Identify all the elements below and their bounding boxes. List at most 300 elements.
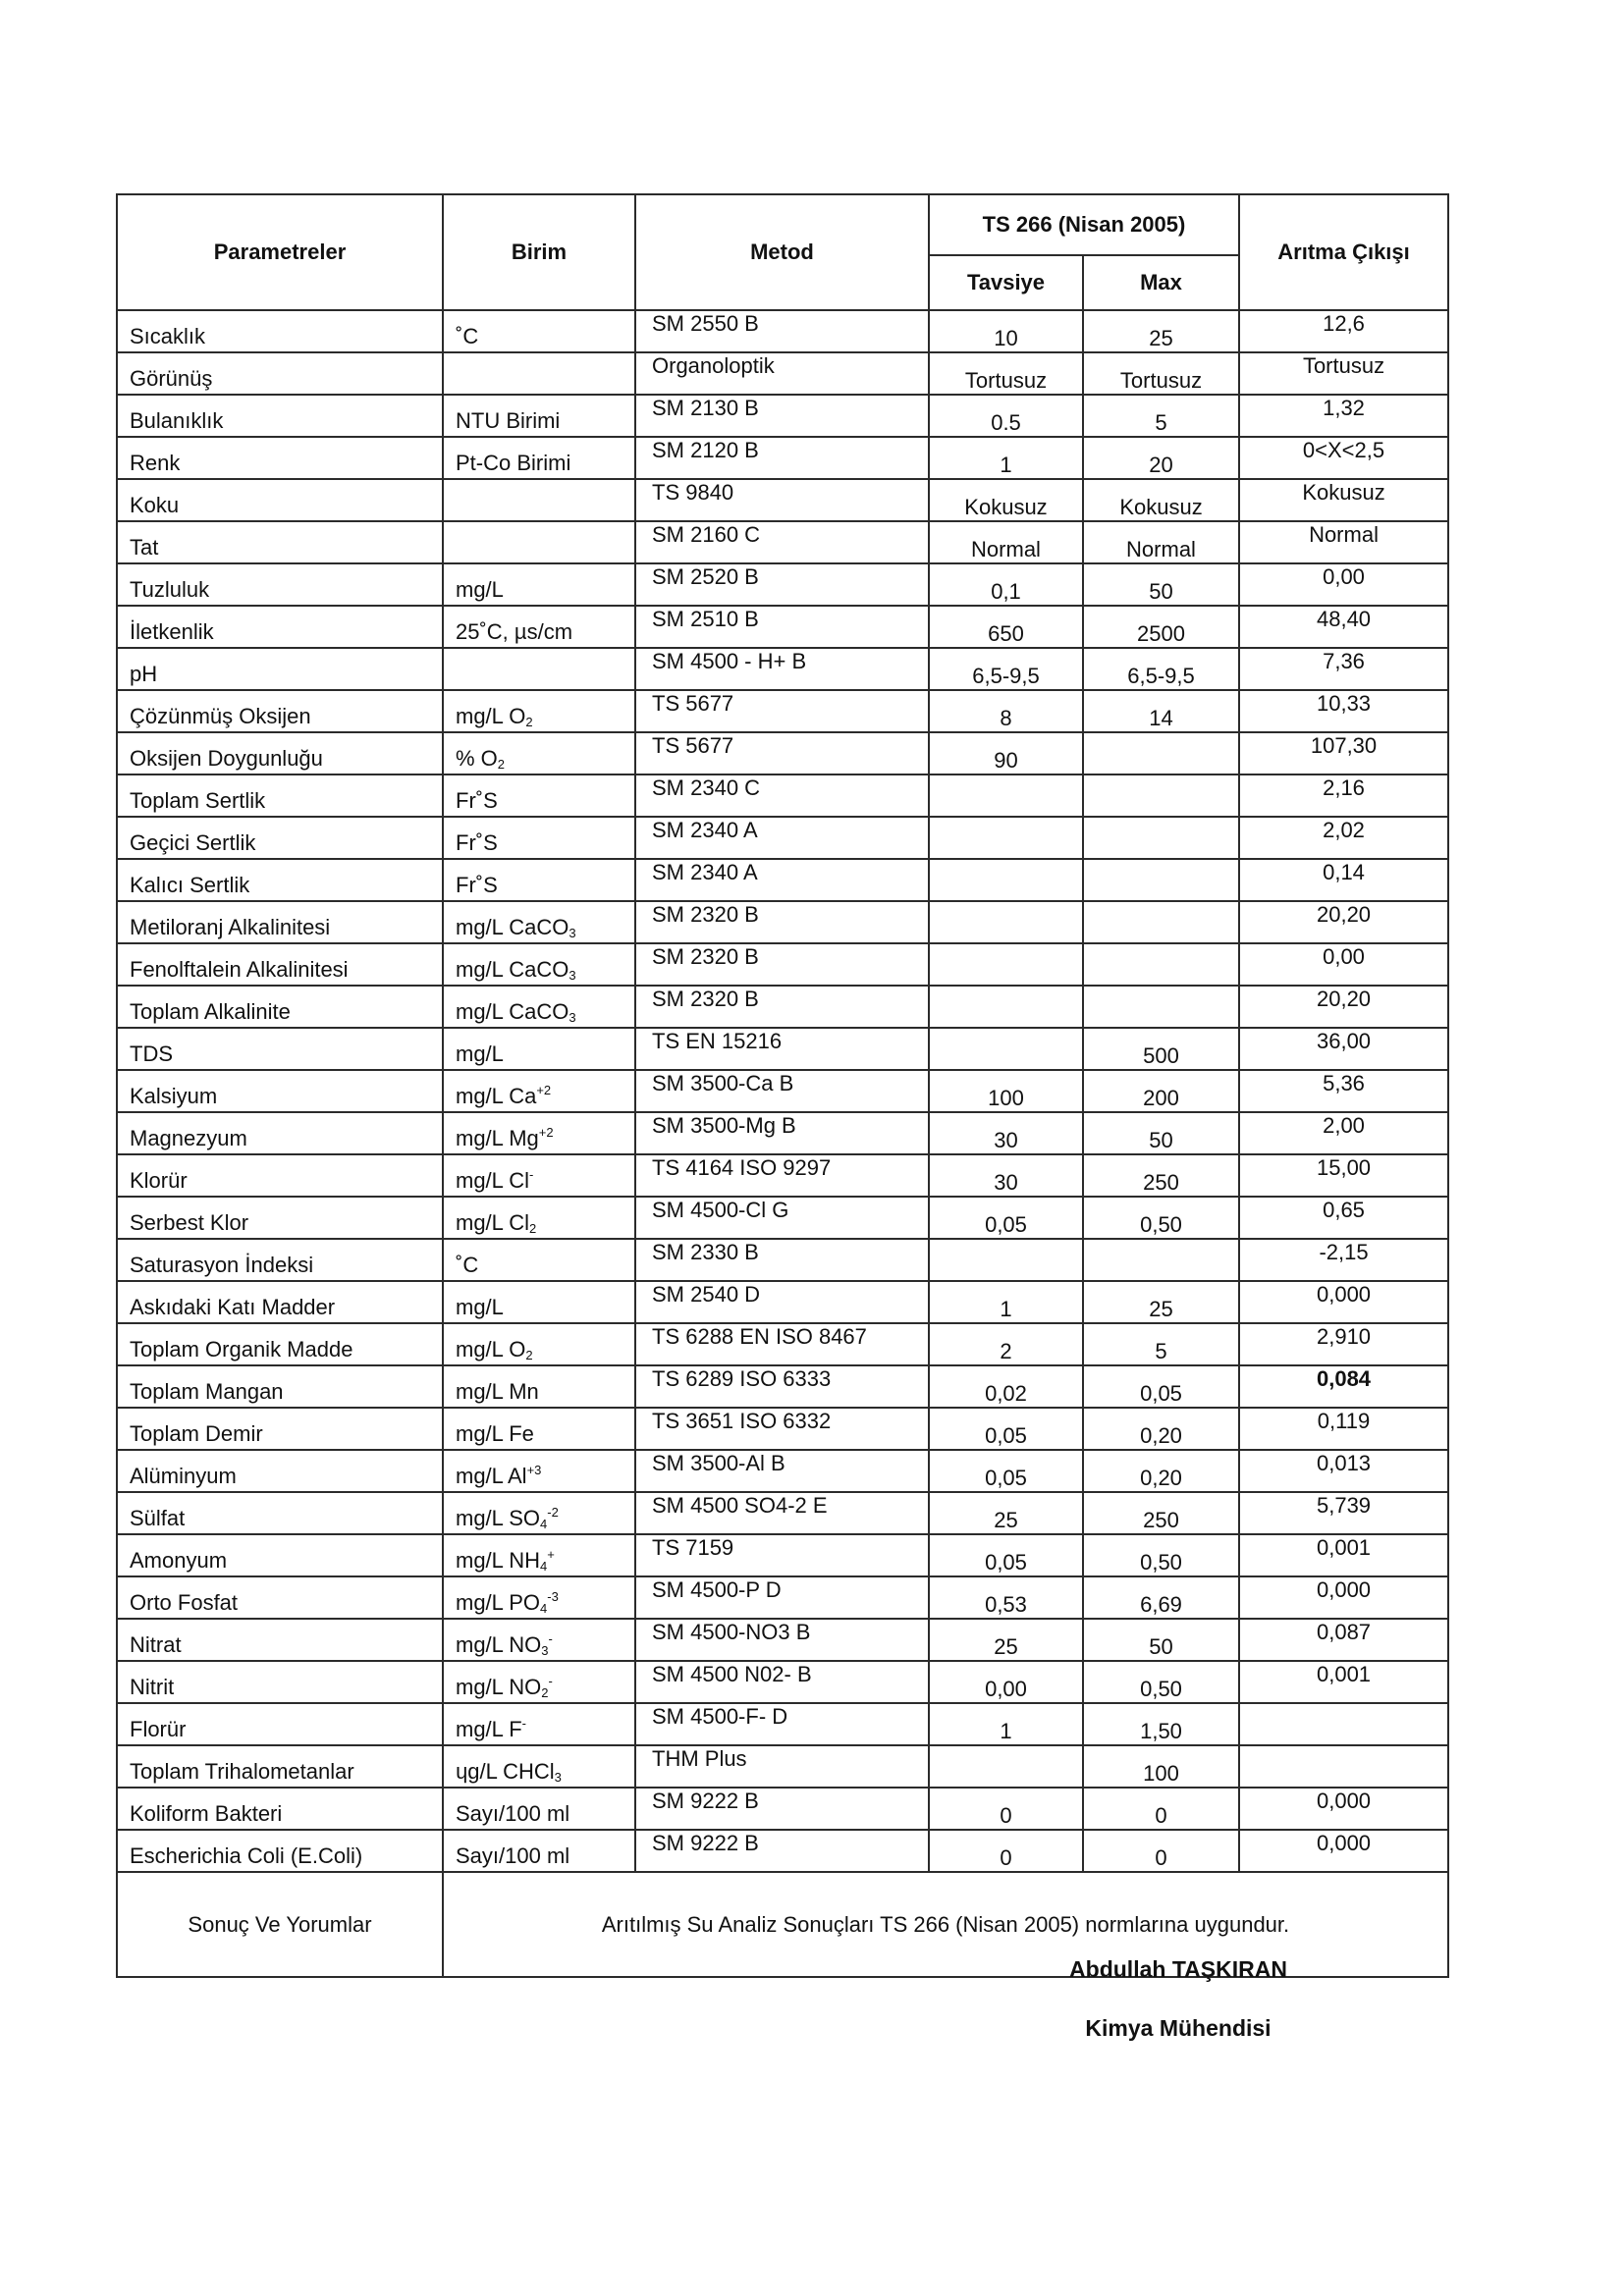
cell-max	[1083, 774, 1239, 817]
cell-recommended: 0,05	[929, 1197, 1083, 1239]
cell-recommended: 1	[929, 1281, 1083, 1323]
cell-recommended	[929, 986, 1083, 1028]
cell-parameter: Koliform Bakteri	[117, 1788, 443, 1830]
cell-parameter: Toplam Alkalinite	[117, 986, 443, 1028]
cell-treatment-output: 1,32	[1239, 395, 1448, 437]
table-row	[117, 774, 1448, 817]
cell-method: SM 2340 A	[635, 859, 929, 901]
comment-text: Arıtılmış Su Analiz Sonuçları TS 266 (Nisan 2005) normlarına uygundur.	[443, 1872, 1448, 1977]
unit-text: mg/L	[456, 1295, 504, 1319]
unit-text: ˚C	[456, 1253, 479, 1277]
cell-method: SM 4500-NO3 B	[635, 1619, 929, 1661]
cell-unit	[443, 563, 635, 606]
table-row	[117, 1323, 1448, 1365]
cell-treatment-output: 36,00	[1239, 1028, 1448, 1070]
cell-method: SM 2510 B	[635, 606, 929, 648]
cell-method: TS 4164 ISO 9297	[635, 1154, 929, 1197]
unit-text: 25˚C, µs/cm	[456, 619, 573, 644]
cell-parameter: İletkenlik	[117, 606, 443, 648]
cell-unit	[443, 943, 635, 986]
table-row	[117, 986, 1448, 1028]
unit-text: mg/L Al	[456, 1464, 527, 1488]
table-row	[117, 352, 1448, 395]
cell-parameter: Amonyum	[117, 1534, 443, 1576]
cell-recommended: 90	[929, 732, 1083, 774]
unit-text: mg/L Mg	[456, 1126, 539, 1150]
cell-parameter: Escherichia Coli (E.Coli)	[117, 1830, 443, 1872]
cell-max: 50	[1083, 1112, 1239, 1154]
cell-parameter: Metiloranj Alkalinitesi	[117, 901, 443, 943]
cell-method: SM 2130 B	[635, 395, 929, 437]
cell-treatment-output: 2,00	[1239, 1112, 1448, 1154]
cell-max	[1083, 817, 1239, 859]
cell-treatment-output: 12,6	[1239, 310, 1448, 352]
table-header	[117, 194, 1448, 310]
unit-subscript: 3	[568, 968, 576, 983]
table-row	[117, 1028, 1448, 1070]
cell-recommended: 0,05	[929, 1450, 1083, 1492]
cell-unit	[443, 1576, 635, 1619]
unit-superscript: +2	[538, 1125, 554, 1140]
cell-parameter: pH	[117, 648, 443, 690]
cell-recommended: 8	[929, 690, 1083, 732]
unit-text: mg/L NH	[456, 1548, 540, 1573]
cell-parameter: Sıcaklık	[117, 310, 443, 352]
cell-parameter: Bulanıklık	[117, 395, 443, 437]
unit-text: mg/L O	[456, 1337, 526, 1362]
cell-method: SM 2320 B	[635, 901, 929, 943]
cell-unit	[443, 986, 635, 1028]
cell-unit	[443, 1154, 635, 1197]
cell-method: TS EN 15216	[635, 1028, 929, 1070]
cell-recommended: 30	[929, 1112, 1083, 1154]
header-max: Max	[1083, 255, 1239, 310]
cell-recommended: 650	[929, 606, 1083, 648]
cell-recommended	[929, 1239, 1083, 1281]
table-row	[117, 1239, 1448, 1281]
cell-treatment-output: 2,16	[1239, 774, 1448, 817]
cell-treatment-output: 0,000	[1239, 1281, 1448, 1323]
cell-unit	[443, 1745, 635, 1788]
cell-max: 25	[1083, 310, 1239, 352]
unit-text: mg/L Fe	[456, 1421, 534, 1446]
cell-recommended	[929, 774, 1083, 817]
cell-max: 0	[1083, 1830, 1239, 1872]
cell-unit	[443, 310, 635, 352]
unit-text: Sayı/100 ml	[456, 1843, 570, 1868]
cell-unit	[443, 521, 635, 563]
cell-treatment-output	[1239, 1703, 1448, 1745]
cell-method: SM 2320 B	[635, 986, 929, 1028]
cell-max	[1083, 986, 1239, 1028]
cell-treatment-output: 0,000	[1239, 1576, 1448, 1619]
cell-max: 6,5-9,5	[1083, 648, 1239, 690]
cell-unit	[443, 1788, 635, 1830]
cell-max: 250	[1083, 1154, 1239, 1197]
cell-recommended	[929, 817, 1083, 859]
cell-treatment-output: -2,15	[1239, 1239, 1448, 1281]
cell-treatment-output	[1239, 1745, 1448, 1788]
cell-max	[1083, 859, 1239, 901]
cell-unit	[443, 1408, 635, 1450]
table-row	[117, 817, 1448, 859]
cell-parameter: Kalsiyum	[117, 1070, 443, 1112]
cell-parameter: Klorür	[117, 1154, 443, 1197]
cell-treatment-output: 0,084	[1239, 1365, 1448, 1408]
unit-superscript: -2	[547, 1505, 559, 1520]
table-row	[117, 1112, 1448, 1154]
unit-superscript: -	[521, 1716, 526, 1731]
cell-method: SM 3500-Ca B	[635, 1070, 929, 1112]
cell-treatment-output: 0,119	[1239, 1408, 1448, 1450]
unit-subscript: 3	[568, 926, 576, 940]
cell-recommended: 0	[929, 1830, 1083, 1872]
cell-parameter: Kalıcı Sertlik	[117, 859, 443, 901]
table-row	[117, 1745, 1448, 1788]
unit-text: Fr˚S	[456, 830, 498, 855]
cell-treatment-output: 0,087	[1239, 1619, 1448, 1661]
cell-unit	[443, 395, 635, 437]
unit-superscript: +2	[536, 1083, 552, 1097]
unit-text: mg/L Ca	[456, 1084, 537, 1108]
unit-superscript: +3	[526, 1463, 542, 1477]
cell-treatment-output: 48,40	[1239, 606, 1448, 648]
cell-method: TS 5677	[635, 690, 929, 732]
cell-recommended: 0	[929, 1788, 1083, 1830]
cell-max: 6,69	[1083, 1576, 1239, 1619]
cell-unit	[443, 859, 635, 901]
cell-method: TS 6289 ISO 6333	[635, 1365, 929, 1408]
table-row	[117, 1365, 1448, 1408]
unit-subscript: 4	[540, 1517, 548, 1531]
unit-subscript: 2	[525, 1348, 533, 1362]
cell-parameter: Toplam Trihalometanlar	[117, 1745, 443, 1788]
cell-parameter: Nitrat	[117, 1619, 443, 1661]
unit-text: mg/L NO	[456, 1675, 542, 1699]
table-row	[117, 1281, 1448, 1323]
unit-subscript: 4	[540, 1601, 548, 1616]
table-row	[117, 1534, 1448, 1576]
cell-method: SM 4500 SO4-2 E	[635, 1492, 929, 1534]
cell-method: SM 4500 - H+ B	[635, 648, 929, 690]
cell-max: 0,20	[1083, 1450, 1239, 1492]
cell-recommended: 25	[929, 1619, 1083, 1661]
cell-recommended: 0,00	[929, 1661, 1083, 1703]
cell-parameter: Magnezyum	[117, 1112, 443, 1154]
unit-subscript: 2	[528, 1221, 537, 1236]
cell-unit	[443, 1703, 635, 1745]
cell-max	[1083, 901, 1239, 943]
cell-max: 50	[1083, 1619, 1239, 1661]
cell-parameter: Renk	[117, 437, 443, 479]
cell-method: TS 5677	[635, 732, 929, 774]
unit-superscript: -	[548, 1674, 553, 1688]
cell-method: SM 4500-Cl G	[635, 1197, 929, 1239]
cell-treatment-output: Normal	[1239, 521, 1448, 563]
cell-recommended	[929, 1745, 1083, 1788]
unit-subscript: 2	[541, 1685, 549, 1700]
cell-method: SM 2120 B	[635, 437, 929, 479]
unit-text: mg/L CaCO	[456, 999, 569, 1024]
cell-unit	[443, 1619, 635, 1661]
cell-max: 1,50	[1083, 1703, 1239, 1745]
unit-text: ɥg/L CHCl	[456, 1759, 555, 1784]
cell-method: SM 2330 B	[635, 1239, 929, 1281]
cell-method: SM 9222 B	[635, 1830, 929, 1872]
table-row	[117, 1788, 1448, 1830]
cell-treatment-output: 0,00	[1239, 943, 1448, 986]
unit-text: Fr˚S	[456, 788, 498, 813]
unit-subscript: 4	[539, 1559, 548, 1574]
cell-max: 50	[1083, 563, 1239, 606]
unit-subscript: 3	[568, 1010, 576, 1025]
cell-unit	[443, 1070, 635, 1112]
cell-unit	[443, 1661, 635, 1703]
cell-unit	[443, 1365, 635, 1408]
cell-method: SM 2160 C	[635, 521, 929, 563]
cell-method: SM 2340 A	[635, 817, 929, 859]
table-row	[117, 1450, 1448, 1492]
unit-subscript: 3	[541, 1643, 549, 1658]
unit-text: NTU Birimi	[456, 408, 561, 433]
cell-recommended: 30	[929, 1154, 1083, 1197]
unit-subscript: 2	[497, 757, 506, 772]
cell-treatment-output: 0<X<2,5	[1239, 437, 1448, 479]
cell-treatment-output: 5,739	[1239, 1492, 1448, 1534]
cell-max: 250	[1083, 1492, 1239, 1534]
unit-subscript: 2	[525, 715, 533, 729]
cell-recommended	[929, 1028, 1083, 1070]
signature-name: Abdullah TAŞKIRAN	[1069, 1956, 1287, 1982]
cell-max: 0,20	[1083, 1408, 1239, 1450]
cell-recommended: 0.5	[929, 395, 1083, 437]
cell-method: SM 2320 B	[635, 943, 929, 986]
table-row	[117, 1492, 1448, 1534]
cell-treatment-output: 10,33	[1239, 690, 1448, 732]
cell-parameter: Orto Fosfat	[117, 1576, 443, 1619]
cell-max: 14	[1083, 690, 1239, 732]
cell-method: TS 6288 EN ISO 8467	[635, 1323, 929, 1365]
cell-method: SM 2550 B	[635, 310, 929, 352]
unit-text: mg/L Cl	[456, 1210, 529, 1235]
cell-recommended: 1	[929, 1703, 1083, 1745]
cell-unit	[443, 1830, 635, 1872]
unit-text: mg/L PO	[456, 1590, 540, 1615]
cell-unit	[443, 1281, 635, 1323]
cell-max: 0,50	[1083, 1197, 1239, 1239]
unit-text: Sayı/100 ml	[456, 1801, 570, 1826]
cell-treatment-output: 20,20	[1239, 901, 1448, 943]
cell-unit	[443, 1534, 635, 1576]
table-row	[117, 648, 1448, 690]
cell-parameter: Tuzluluk	[117, 563, 443, 606]
cell-method: SM 9222 B	[635, 1788, 929, 1830]
unit-text: ˚C	[456, 324, 479, 348]
unit-text: mg/L	[456, 577, 504, 602]
table-row	[117, 901, 1448, 943]
table-row	[117, 606, 1448, 648]
table-row	[117, 1154, 1448, 1197]
cell-unit	[443, 648, 635, 690]
cell-recommended	[929, 859, 1083, 901]
table-row	[117, 437, 1448, 479]
table-row	[117, 1070, 1448, 1112]
cell-unit	[443, 817, 635, 859]
table-row	[117, 943, 1448, 986]
cell-max	[1083, 943, 1239, 986]
cell-parameter: Sülfat	[117, 1492, 443, 1534]
table-body	[117, 310, 1448, 1872]
cell-max: Kokusuz	[1083, 479, 1239, 521]
cell-method: SM 3500-Al B	[635, 1450, 929, 1492]
cell-unit	[443, 1028, 635, 1070]
cell-treatment-output: 0,14	[1239, 859, 1448, 901]
cell-parameter: Fenolftalein Alkalinitesi	[117, 943, 443, 986]
unit-text: mg/L CaCO	[456, 957, 569, 982]
cell-max: 20	[1083, 437, 1239, 479]
cell-max: 0,05	[1083, 1365, 1239, 1408]
header-recommended: Tavsiye	[929, 255, 1083, 310]
cell-treatment-output: 107,30	[1239, 732, 1448, 774]
cell-max: 100	[1083, 1745, 1239, 1788]
unit-text: Fr˚S	[456, 873, 498, 897]
cell-unit	[443, 606, 635, 648]
cell-method: SM 2540 D	[635, 1281, 929, 1323]
unit-text: mg/L O	[456, 704, 526, 728]
cell-treatment-output: 20,20	[1239, 986, 1448, 1028]
cell-unit	[443, 1197, 635, 1239]
table-row	[117, 1619, 1448, 1661]
header-unit: Birim	[443, 194, 635, 310]
cell-recommended: 0,1	[929, 563, 1083, 606]
cell-parameter: Saturasyon İndeksi	[117, 1239, 443, 1281]
comment-label: Sonuç Ve Yorumlar	[117, 1872, 443, 1977]
unit-text: mg/L SO	[456, 1506, 540, 1530]
cell-unit	[443, 1239, 635, 1281]
cell-max: 5	[1083, 1323, 1239, 1365]
cell-treatment-output: 0,00	[1239, 563, 1448, 606]
cell-parameter: Tat	[117, 521, 443, 563]
unit-superscript: -	[548, 1631, 553, 1646]
cell-method: SM 4500-F- D	[635, 1703, 929, 1745]
cell-parameter: Toplam Sertlik	[117, 774, 443, 817]
cell-method: TS 7159	[635, 1534, 929, 1576]
cell-recommended: 0,05	[929, 1408, 1083, 1450]
cell-recommended: Normal	[929, 521, 1083, 563]
cell-max: 200	[1083, 1070, 1239, 1112]
table-row	[117, 732, 1448, 774]
cell-method: SM 2340 C	[635, 774, 929, 817]
cell-treatment-output: 5,36	[1239, 1070, 1448, 1112]
cell-parameter: Koku	[117, 479, 443, 521]
table-row	[117, 1576, 1448, 1619]
cell-unit	[443, 774, 635, 817]
cell-treatment-output: 0,000	[1239, 1788, 1448, 1830]
cell-unit	[443, 732, 635, 774]
unit-text: mg/L F	[456, 1717, 522, 1741]
cell-max: Normal	[1083, 521, 1239, 563]
cell-recommended: 0,02	[929, 1365, 1083, 1408]
table-row	[117, 395, 1448, 437]
cell-parameter: Görünüş	[117, 352, 443, 395]
cell-unit	[443, 1450, 635, 1492]
cell-parameter: Geçici Sertlik	[117, 817, 443, 859]
cell-parameter: Serbest Klor	[117, 1197, 443, 1239]
cell-recommended: 10	[929, 310, 1083, 352]
header-method: Metod	[635, 194, 929, 310]
header-standard-group: TS 266 (Nisan 2005)	[929, 194, 1239, 255]
table-row	[117, 479, 1448, 521]
cell-recommended: 2	[929, 1323, 1083, 1365]
cell-max: 2500	[1083, 606, 1239, 648]
cell-recommended	[929, 943, 1083, 986]
cell-treatment-output: 0,001	[1239, 1534, 1448, 1576]
table-row	[117, 521, 1448, 563]
table-row	[117, 1703, 1448, 1745]
cell-recommended: 1	[929, 437, 1083, 479]
cell-treatment-output: 0,000	[1239, 1830, 1448, 1872]
cell-recommended: 0,05	[929, 1534, 1083, 1576]
analysis-results-table	[116, 193, 1449, 1978]
cell-unit	[443, 1492, 635, 1534]
table-row	[117, 1408, 1448, 1450]
table-row	[117, 690, 1448, 732]
unit-subscript: 3	[554, 1770, 562, 1785]
cell-unit	[443, 1112, 635, 1154]
cell-max: 500	[1083, 1028, 1239, 1070]
cell-parameter: Toplam Mangan	[117, 1365, 443, 1408]
header-treatment-output: Arıtma Çıkışı	[1239, 194, 1448, 310]
cell-method: SM 2520 B	[635, 563, 929, 606]
cell-recommended: 6,5-9,5	[929, 648, 1083, 690]
cell-max: 25	[1083, 1281, 1239, 1323]
unit-text: mg/L	[456, 1041, 504, 1066]
unit-text: % O	[456, 746, 498, 771]
unit-text: mg/L NO	[456, 1632, 542, 1657]
cell-parameter: Alüminyum	[117, 1450, 443, 1492]
cell-max: 0,50	[1083, 1534, 1239, 1576]
unit-superscript: -	[528, 1167, 534, 1182]
cell-method: SM 4500 N02- B	[635, 1661, 929, 1703]
cell-max	[1083, 732, 1239, 774]
cell-recommended: 0,53	[929, 1576, 1083, 1619]
signature-title: Kimya Mühendisi	[1085, 2015, 1272, 2041]
cell-recommended: 25	[929, 1492, 1083, 1534]
cell-method: Organoloptik	[635, 352, 929, 395]
cell-parameter: Çözünmüş Oksijen	[117, 690, 443, 732]
cell-max: 0	[1083, 1788, 1239, 1830]
cell-parameter: Askıdaki Katı Madder	[117, 1281, 443, 1323]
cell-unit	[443, 479, 635, 521]
cell-max	[1083, 1239, 1239, 1281]
cell-max: 5	[1083, 395, 1239, 437]
cell-unit	[443, 1323, 635, 1365]
cell-recommended: Tortusuz	[929, 352, 1083, 395]
unit-superscript: -3	[547, 1589, 559, 1604]
cell-recommended: 100	[929, 1070, 1083, 1112]
cell-treatment-output: Tortusuz	[1239, 352, 1448, 395]
cell-parameter: Florür	[117, 1703, 443, 1745]
table-row	[117, 859, 1448, 901]
cell-unit	[443, 690, 635, 732]
cell-parameter: Nitrit	[117, 1661, 443, 1703]
unit-text: mg/L Cl	[456, 1168, 529, 1193]
table-row	[117, 310, 1448, 352]
cell-treatment-output: 2,02	[1239, 817, 1448, 859]
cell-unit	[443, 352, 635, 395]
cell-method: TS 3651 ISO 6332	[635, 1408, 929, 1450]
cell-method: SM 3500-Mg B	[635, 1112, 929, 1154]
